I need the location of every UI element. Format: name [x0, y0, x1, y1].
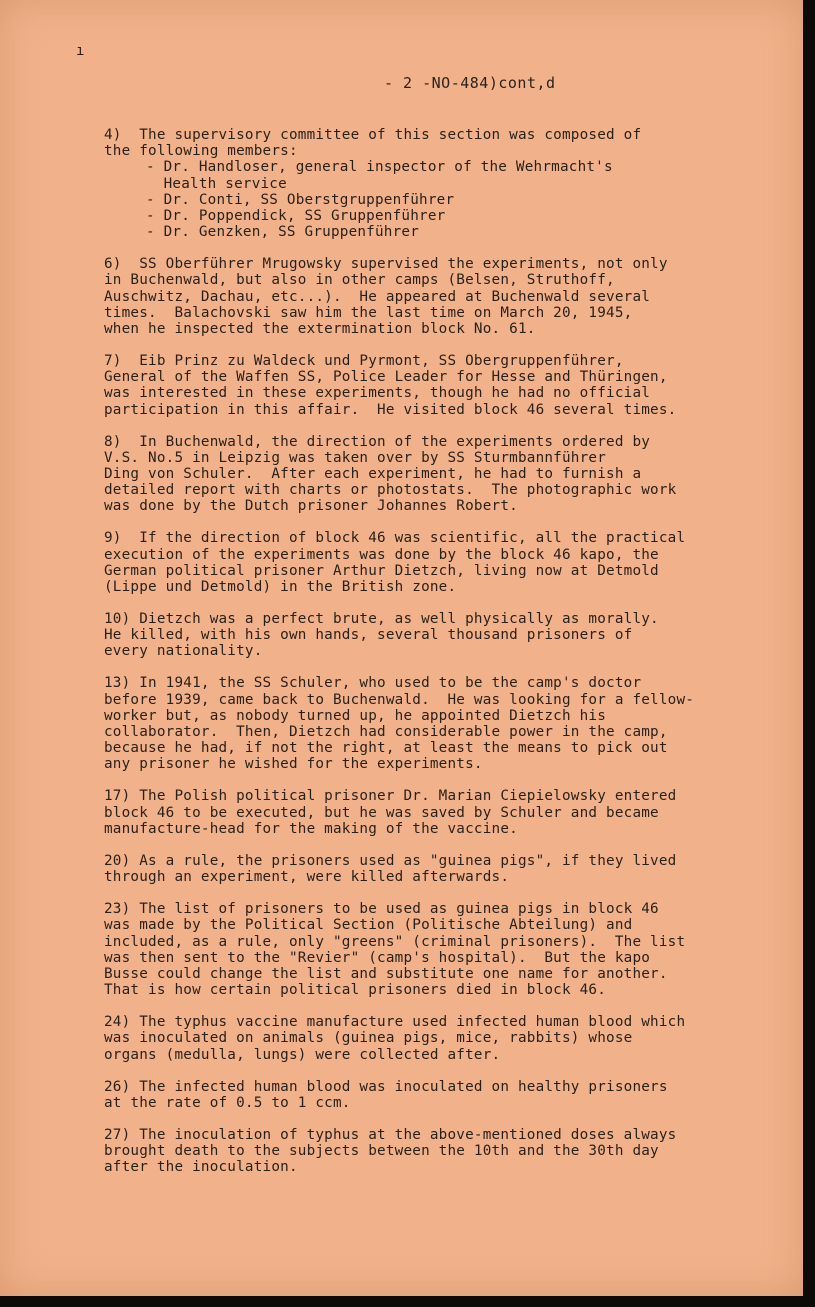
paragraph: [104, 256, 774, 337]
text-line: 9) If the direction of block 46 was scientific, all the practical: [104, 530, 686, 547]
committee-member-line: - Dr. Poppendick, SS Gruppenführer: [146, 208, 446, 225]
text-line: was interested in these experiments, though he had no official: [104, 385, 651, 402]
paragraph: [104, 675, 774, 772]
text-line: (Lippe und Detmold) in the British zone.: [104, 579, 457, 596]
document-body: [104, 127, 774, 1191]
page-header: - 2 -NO-484)cont,d: [384, 74, 556, 92]
text-line: before 1939, came back to Buchenwald. He was looking for a fellow-: [104, 691, 695, 708]
text-line: 4) The supervisory committee of this section was composed of: [104, 127, 642, 143]
text-line: 24) The typhus vaccine manufacture used infected human blood which: [104, 1014, 686, 1031]
text-line: any prisoner he wished for the experiments.: [104, 756, 483, 773]
text-line: General of the Waffen SS, Police Leader for Hesse and Thüringen,: [104, 369, 668, 386]
text-line: participation in this affair. He visited block 46 several times.: [104, 401, 677, 418]
text-line: worker but, as nobody turned up, he appointed Dietzch his: [104, 707, 607, 724]
text-line: the following members:: [104, 143, 298, 160]
text-line: after the inoculation.: [104, 1159, 298, 1176]
text-line: 10) Dietzch was a perfect brute, as well physically as morally.: [104, 611, 659, 628]
text-line: was inoculated on animals (guinea pigs, mice, rabbits) whose: [104, 1030, 633, 1047]
text-line: was then sent to the "Revier" (camp's hospital). But the kapo: [104, 949, 651, 966]
text-line: V.S. No.5 in Leipzig was taken over by SS Sturmbannführer: [104, 449, 607, 466]
text-line: detailed report with charts or photostats. The photographic work: [104, 482, 677, 499]
text-line: was done by the Dutch prisoner Johannes Robert.: [104, 498, 518, 515]
committee-member-line: - Dr. Genzken, SS Gruppenführer: [146, 224, 420, 241]
paragraph: [104, 901, 774, 998]
paragraph: [104, 1079, 774, 1111]
text-line: 26) The infected human blood was inoculated on healthy prisoners: [104, 1078, 668, 1095]
paragraph: [104, 434, 774, 515]
text-line: collaborator. Then, Dietzch had considerable power in the camp,: [104, 724, 668, 741]
text-line: was made by the Political Section (Politische Abteilung) and: [104, 917, 633, 934]
text-line: when he inspected the extermination block No. 61.: [104, 321, 536, 338]
paragraph: [104, 1127, 774, 1176]
text-line: times. Balachovski saw him the last time on March 20, 1945,: [104, 304, 633, 321]
text-line: included, as a rule, only "greens" (criminal prisoners). The list: [104, 933, 686, 950]
text-line: 27) The inoculation of typhus at the above-mentioned doses always: [104, 1126, 677, 1143]
scan-edge-bottom: [0, 1296, 815, 1307]
ink-mark: ı: [76, 43, 85, 59]
paragraph: [104, 530, 774, 595]
committee-member-line: - Dr. Handloser, general inspector of the Wehrmacht's: [146, 159, 613, 176]
text-line: in Buchenwald, but also in other camps (Belsen, Struthoff,: [104, 272, 615, 289]
text-line: 6) SS Oberführer Mrugowsky supervised the experiments, not only: [104, 256, 668, 273]
text-line: 13) In 1941, the SS Schuler, who used to be the camp's doctor: [104, 675, 642, 692]
text-line: execution of the experiments was done by the block 46 kapo, the: [104, 546, 659, 563]
text-line: at the rate of 0.5 to 1 ccm.: [104, 1094, 351, 1111]
text-line: through an experiment, were killed afterwards.: [104, 869, 510, 886]
paragraph: [104, 853, 774, 885]
scan-edge-right: [803, 0, 815, 1307]
text-line: 8) In Buchenwald, the direction of the experiments ordered by: [104, 433, 651, 450]
text-line: 17) The Polish political prisoner Dr. Marian Ciepielowsky entered: [104, 788, 677, 805]
text-line: block 46 to be executed, but he was saved by Schuler and became: [104, 804, 659, 821]
text-line: Auschwitz, Dachau, etc...). He appeared at Buchenwald several: [104, 288, 651, 305]
text-line: German political prisoner Arthur Dietzch, living now at Detmold: [104, 562, 659, 579]
text-line: That is how certain political prisoners died in block 46.: [104, 982, 607, 999]
committee-member-line: - Dr. Conti, SS Oberstgruppenführer: [146, 191, 455, 208]
text-line: manufacture-head for the making of the vaccine.: [104, 820, 518, 837]
text-line: 7) Eib Prinz zu Waldeck und Pyrmont, SS Obergruppenführer,: [104, 353, 624, 370]
text-line: He killed, with his own hands, several thousand prisoners of: [104, 627, 633, 644]
text-line: 23) The list of prisoners to be used as guinea pigs in block 46: [104, 901, 659, 918]
text-line: Busse could change the list and substitute one name for another.: [104, 965, 668, 982]
text-line: Ding von Schuler. After each experiment, he had to furnish a: [104, 466, 642, 483]
text-line: brought death to the subjects between the 10th and the 30th day: [104, 1142, 659, 1159]
text-line: 20) As a rule, the prisoners used as "guinea pigs", if they lived: [104, 852, 677, 869]
paragraph: [104, 127, 774, 240]
paragraph: [104, 353, 774, 418]
paragraph: [104, 611, 774, 660]
text-line: because he had, if not the right, at least the means to pick out: [104, 740, 668, 757]
committee-member-line: Health service: [146, 175, 287, 192]
text-line: every nationality.: [104, 643, 263, 660]
paragraph: [104, 788, 774, 837]
text-line: organs (medulla, lungs) were collected after.: [104, 1046, 501, 1063]
paragraph: [104, 1014, 774, 1063]
